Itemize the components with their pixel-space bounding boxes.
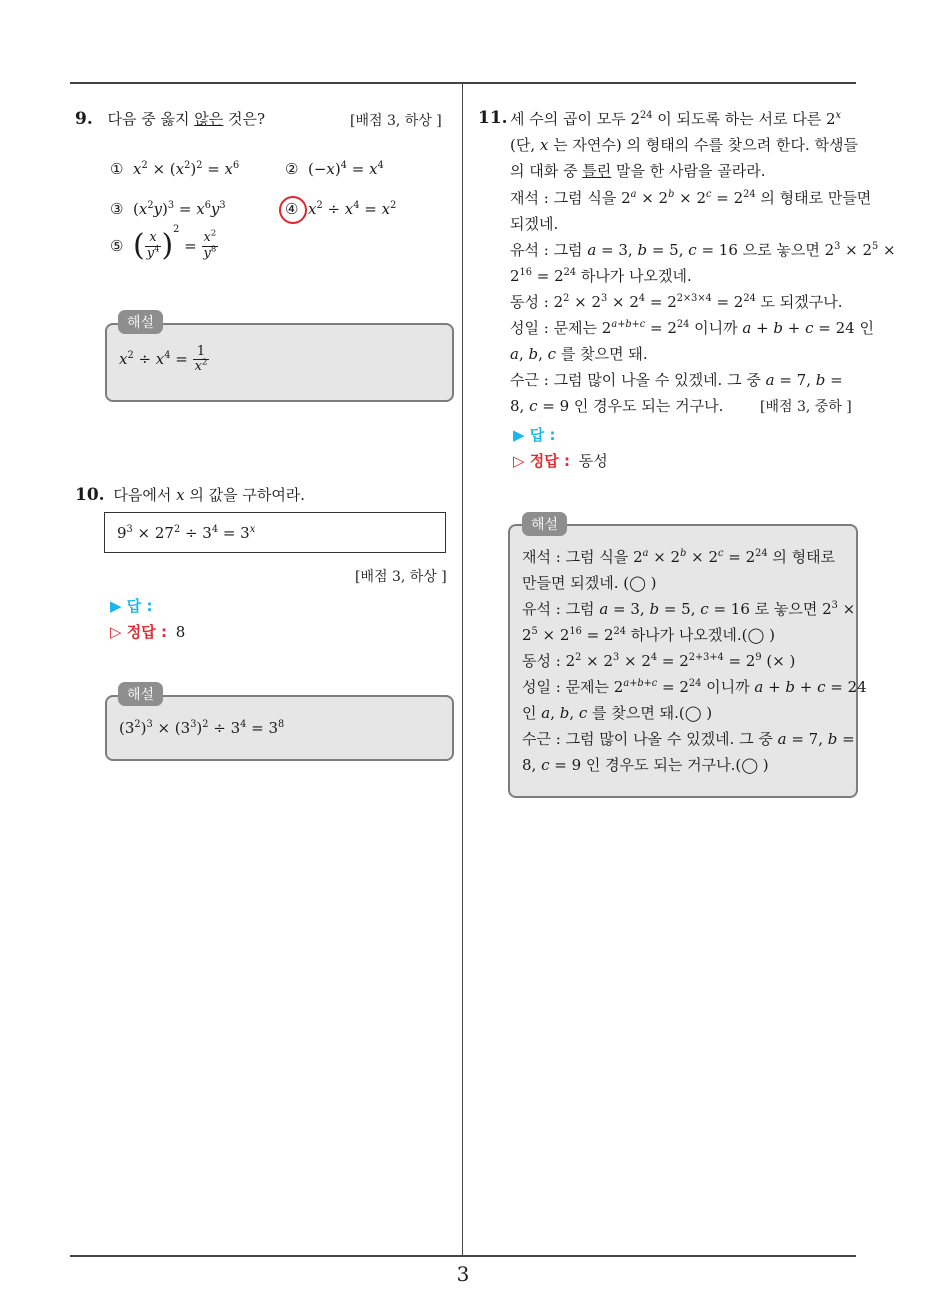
q9-choice-3[interactable]: ③ $(x^2y)^3 = x^6y^3$ [110,200,226,218]
q9-choice-3-expr: $(x^2y)^3 = x^6y^3$ [133,200,226,218]
q10-correct-label: ▷ 정답 : [110,623,167,641]
q11-solution-tag: 해설 [522,512,567,536]
q10-text: 다음에서 x 의 값을 구하여라. [113,486,306,504]
q10-correct-value: 8 [175,623,186,641]
q11-correct [513,450,608,471]
q9-choice-2[interactable]: ② $(-x)^4 = x^4$ [285,160,384,178]
q9-choice-5[interactable]: ⑤ ( $\frac{x}{y^4}$ )$^2$ = $\frac{x^2}{y^8}$ [110,224,217,263]
q9-solution-box [105,323,454,402]
q11-dialogue-line-8: 수근 : 그럼 많이 나올 수 있겠네. 그 중 a = 7, b = [510,371,843,389]
q11-solution-line-6: 성일 : 문제는 $2^{a+b+c} = 2^{24}$ 이니까 a + b + c = 24 [522,678,867,696]
q10-number: 10. [75,485,105,505]
q9-choice-5-expr: ( $\frac{x}{y^4}$ )$^2$ = $\frac{x^2}{y^8}$ [133,224,217,263]
q9-header [75,108,265,129]
q11-dialogue-line-2: 되겠네. [510,215,559,233]
q11-dialogue-line-1: 재석 : 그럼 식을 $2^a \times 2^b \times 2^c = 2^{24}$ 의 형태로 만들면 [510,189,872,207]
q11-text-line-1: 세 수의 곱이 모두 $2^{24}$ 이 되도록 하는 서로 다른 2$^x$ [510,110,842,128]
q10-solution-tag: 해설 [118,682,163,706]
q9-number: 9. [75,109,93,129]
q11-dialogue-line-6: 성일 : 문제는 $2^{a+b+c} = 2^{24}$ 이니까 a + b + c = 24 인 [510,319,874,337]
q9-choice-2-expr: $(-x)^4 = x^4$ [308,160,384,178]
q11-solution-line-4: $2^5 \times 2^{16} = 2^{24}$ 하나가 나오겠네.(◯ ) [522,626,775,644]
q9-text: 다음 중 옳지 않은 것은? [107,110,266,128]
q11-solution-line-3: 유석 : 그럼 a = 3, b = 5, c = 16 로 놓으면 $2^3$ × [522,600,856,618]
q11-solution-line-9: 8, c = 9 인 경우도 되는 거구나.(◯ ) [522,756,769,774]
q11-dialogue-line-3: 유석 : 그럼 a = 3, b = 5, c = 16 으로 놓으면 $2^3 \times 2^5$ × [510,241,896,259]
page-number: 3 [456,1262,470,1286]
q11-dialogue-line-4: $2^{16} = 2^{24}$ 하나가 나오겠네. [510,267,692,285]
q11-solution-line-7: 인 a, b, c 를 찾으면 돼.(◯ ) [522,704,713,722]
q10-correct [110,621,185,642]
q9-solution-tag: 해설 [118,310,163,334]
q9-choice-4[interactable]: ④ $x^2 \div x^4 = x^2$ [285,200,397,218]
q9-choice-4-expr: $x^2 \div x^4 = x^2$ [308,200,397,218]
bottom-rule [70,1255,856,1257]
q10-equation-box [104,512,446,553]
q11-text-line-3: 의 대화 중 틀린 말을 한 사람을 골라라. [510,162,766,180]
column-divider [462,83,463,1256]
q11-score: [배점 3, 중하 ] [760,399,852,415]
q10-solution-expr: $(3^2)^3 \times (3^3)^2 \div 3^4 = 3^8$ [119,719,285,737]
q11-solution-box [508,524,867,798]
q9-solution-expr: $x^2 \div x^4$ = $\frac{1}{x^2}$ [119,344,208,375]
q10-equation: $9^3 \times 27^2 \div 3^4 = 3^x$ [117,524,256,542]
q11-text-line-2: (단, x 는 자연수) 의 형태의 수를 찾으려 한다. 학생들 [510,136,858,154]
q11-solution-line-1: 재석 : 그럼 식을 $2^a \times 2^b \times 2^c = 2^{24}$ 의 형태로 [522,548,836,566]
q11-correct-value: 동성 [578,452,608,470]
q11-dialogue-line-5: 동성 : $2^2 \times 2^3 \times 2^4 = 2^{2\times 3\times 4} = 2^{24}$ 도 되겠구나. [510,293,843,311]
q11-number: 11. [478,108,508,128]
q9-score: [배점 3, 하상 ] [350,113,442,129]
top-rule [70,82,856,84]
q9-choice-1[interactable]: ① $x^2 \times (x^2)^2 = x^6$ [110,160,240,178]
q11-answer-label: ▶ 답 : [513,426,556,444]
q11-solution-line-2: 만들면 되겠네. (◯ ) [522,574,657,592]
q11-solution-line-8: 수근 : 그럼 많이 나올 수 있겠네. 그 중 a = 7, b = [522,730,855,748]
q11-dialogue-line-7: a, b, c 를 찾으면 돼. [510,345,648,363]
q10-header [75,484,305,505]
q9-choice-1-expr: $x^2 \times (x^2)^2 = x^6$ [133,160,240,178]
q11-correct-label: ▷ 정답 : [513,452,570,470]
q10-score: [배점 3, 하상 ] [355,569,447,585]
q11-dialogue-line-9: 8, c = 9 인 경우도 되는 거구나. [510,397,724,415]
q10-answer-label: ▶ 답 : [110,597,153,615]
q11-solution-line-5: 동성 : $2^2 \times 2^3 \times 2^4 = 2^{2+3+4} = 2^9$ (× ) [522,652,796,670]
